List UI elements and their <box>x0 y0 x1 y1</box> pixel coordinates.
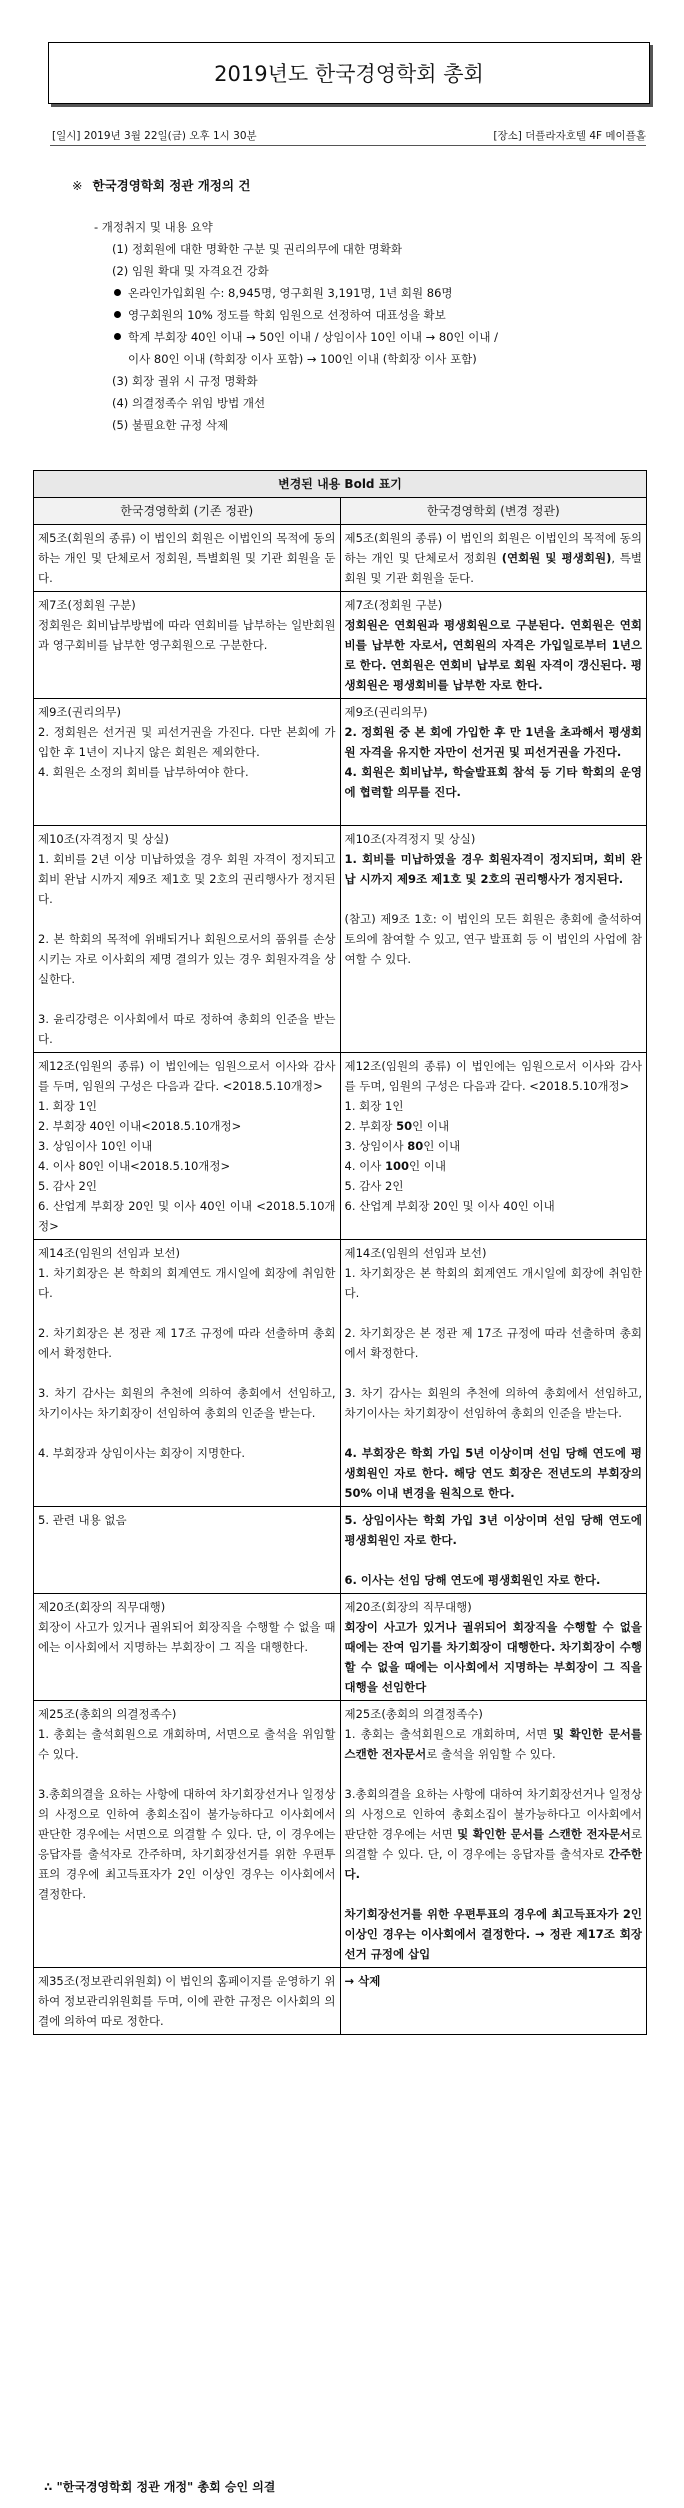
reference-note: (참고) 제9조 1호: 이 법인의 모든 회원은 총회에 출석하여 토의에 참여할 수 있고, 연구 발표회 등 이 법인의 사업에 참여할 수 있다. <box>344 912 642 966</box>
new-article-7 <box>340 592 647 699</box>
article-text: 3.총회의결을 요하는 사항에 대하여 차기회장선거나 일정상의 사정으로 인하여 총회소집이 불가능하다고 이사회에서 판단한 경우에는 서면으로 의결할 수 있다. 단, 이 경우에는 응답자를 출석자로 간주하며, 차기회장선거를 위한 우편투표의 경우에 최고득표자가 2인 이상인 경우는 이사회에서 결정한다. <box>38 1787 336 1901</box>
old-article-25 <box>34 1701 341 1968</box>
meeting-date: [일시] 2019년 3월 22일(금) 오후 1시 30분 <box>52 130 257 142</box>
text: 제5조(회원의 종류) 이 법인의 회원은 이법인의 목적에 동의하는 개인 및 단체로서 정회원 <box>344 531 642 565</box>
bullet-text: 영구회원의 10% 정도를 학회 임원으로 선정하여 대표성을 확보 <box>128 308 446 322</box>
new-article-5 <box>340 525 647 592</box>
old-article-35: 제35조(정보관리위원회) 이 법인의 홈페이지를 운영하기 위하여 정보관리위원회를 두며, 이에 관한 규정은 이사회의 의결에 의하여 따로 정한다. <box>34 1968 341 2035</box>
agenda-bullet-continuation: 이사 80인 이내 (학회장 이사 포함) → 100인 이내 (학회장 이사 포함) <box>128 352 477 366</box>
article-text: 1. 차기회장은 본 학회의 회계연도 개시일에 회장에 취임한다. <box>38 1266 336 1300</box>
article-title: 제20조(회장의 직무대행) <box>344 1600 472 1614</box>
list-item: 4. 이사 80인 이내<2018.5.10개정> <box>38 1159 231 1173</box>
bullet-icon <box>114 289 121 296</box>
article-text: 2. 차기회장은 본 정관 제 17조 규정에 따라 선출하며 총회에서 확정한다. <box>38 1326 336 1360</box>
reference-mark-icon: ※ <box>72 178 83 193</box>
article-text: 3.총회의결을 요하는 사항에 대하여 차기회장선거나 일정상의 사정으로 인하여 총회소집이 불가능하다고 이사회에서 판단한 경우에는 서면 및 확인한 문서를 스캔한 전자문서로 의결할 수 있다. 단, 이 경우에는 응답자를 출석자로 간주한다. <box>344 1787 642 1881</box>
table-row <box>34 592 647 699</box>
table-row <box>34 1507 647 1594</box>
agenda-bullet <box>94 304 498 326</box>
table-caption: 변경된 내용 Bold 표기 <box>34 471 647 498</box>
new-article-20 <box>340 1594 647 1701</box>
article-text: 4. 부회장과 상임이사는 회장이 지명한다. <box>38 1446 245 1460</box>
old-article-7 <box>34 592 341 699</box>
table-row <box>34 826 647 1053</box>
text: , 특별회원 및 기관 회원을 둔다. <box>344 551 642 585</box>
old-article-5: 제5조(회원의 종류) 이 법인의 회원은 이법인의 목적에 동의하는 개인 및 단체로서 정회원, 특별회원 및 기관 회원을 둔다. <box>34 525 341 592</box>
new-article-9 <box>340 699 647 826</box>
article-title: 제14조(임원의 선임과 보선) <box>38 1246 181 1260</box>
bullet-icon <box>114 333 121 340</box>
article-title: 제14조(임원의 선임과 보선) <box>344 1246 487 1260</box>
list-item: 6. 산업계 부회장 20인 및 이사 40인 이내 <2018.5.10개정> <box>38 1199 336 1233</box>
article-text: 1. 차기회장은 본 학회의 회계연도 개시일에 회장에 취임한다. <box>344 1266 642 1300</box>
article-title: 제10조(자격정지 및 상실) <box>344 832 476 846</box>
agenda-bullet <box>94 326 498 348</box>
table-row <box>34 1968 647 2035</box>
column-header-new: 한국경영학회 (변경 정관) <box>340 498 647 525</box>
bold-change: 4. 회원은 회비납부, 학술발표회 참석 등 기타 학회의 운영에 협력할 의무를 진다. <box>344 765 642 799</box>
agenda-summary <box>94 216 498 436</box>
article-title: 제7조(정회원 구분) <box>38 598 136 612</box>
bold-change: 6. 이사는 선임 당해 연도에 평생회원인 자로 한다. <box>344 1573 601 1587</box>
bold-change: 5. 상임이사는 학회 가입 3년 이상이며 선임 당해 연도에 평생회원인 자로 한다. <box>344 1513 642 1547</box>
article-text: 2. 정회원은 선거권 및 피선거권을 가진다. 다만 본회에 가입한 후 1년이 지나지 않은 회원은 제외한다. <box>38 725 336 759</box>
meeting-place: [장소] 더플라자호텔 4F 메이플홀 <box>493 130 646 142</box>
bold-change: 1. 회비를 미납하였을 경우 회원자격이 정지되며, 회비 완납 시까지 제9조 제1호 및 2호의 권리행사가 정지된다. <box>344 852 642 886</box>
article-text: 1. 회비를 2년 이상 미납하였을 경우 회원 자격이 정지되고 회비 완납 시까지 제9조 제1호 및 2호의 권리행사가 정지된다. <box>38 852 336 906</box>
new-article-14-items-5-6 <box>340 1507 647 1594</box>
bold-change: 4. 부회장은 학회 가입 5년 이상이며 선임 당해 연도에 평생회원인 자로 한다. 해당 연도 회장은 전년도의 부회장의 50% 이내 변경을 원칙으로 한다. <box>344 1446 642 1500</box>
agenda-bullet <box>94 282 498 304</box>
bullet-text: 학계 부회장 40인 이내 → 50인 이내 / 상임이사 10인 이내 → 80인 이내 / <box>128 330 499 344</box>
list-item: 4. 이사 100인 이내 <box>344 1159 447 1173</box>
old-article-14 <box>34 1240 341 1507</box>
section-heading <box>72 176 250 194</box>
table-row <box>34 1701 647 1968</box>
article-text: 1. 총회는 출석회원으로 개회하며, 서면 및 확인한 문서를 스캔한 전자문서로 출석을 위임할 수 있다. <box>344 1727 642 1761</box>
list-item: 6. 산업계 부회장 20인 및 이사 40인 이내 <box>344 1199 555 1213</box>
bullet-text: 온라인가입회원 수: 8,945명, 영구회원 3,191명, 1년 회원 86명 <box>128 286 453 300</box>
article-title: 제10조(자격정지 및 상실) <box>38 832 169 846</box>
table-row <box>34 1240 647 1507</box>
list-item: 1. 회장 1인 <box>38 1099 97 1113</box>
document-title-box <box>48 42 650 104</box>
table-row <box>34 699 647 826</box>
new-article-25 <box>340 1701 647 1968</box>
new-article-10 <box>340 826 647 1053</box>
header-divider <box>50 145 646 146</box>
agenda-heading: - 개정취지 및 내용 요약 <box>94 220 213 234</box>
article-title: 제25조(총회의 의결정족수) <box>344 1707 483 1721</box>
list-item: 3. 상임이사 80인 이내 <box>344 1139 461 1153</box>
bold-change: 2. 정회원 중 본 회에 가입한 후 만 1년을 초과해서 평생회원 자격을 유지한 자만이 선거권 및 피선거권을 가진다. <box>344 725 642 759</box>
old-article-10 <box>34 826 341 1053</box>
old-article-20 <box>34 1594 341 1701</box>
table-row <box>34 1053 647 1240</box>
old-article-9 <box>34 699 341 826</box>
article-text: 2. 본 학회의 목적에 위배되거나 회원으로서의 품위를 손상시키는 자로 이사회의 제명 결의가 있는 경우 회원자격을 상실한다. <box>38 932 336 986</box>
article-text: 4. 회원은 소정의 회비를 납부하여야 한다. <box>38 765 249 779</box>
old-article-14-item-5: 5. 관련 내용 없음 <box>34 1507 341 1594</box>
agenda-item: (2) 임원 확대 및 자격요건 강화 <box>112 264 269 278</box>
article-text: 제12조(임원의 종류) 이 법인에는 임원으로서 이사와 감사를 두며, 임원의 구성은 다음과 같다. <2018.5.10개정> <box>344 1059 642 1093</box>
article-title: 제9조(권리의무) <box>344 705 428 719</box>
list-item: 3. 상임이사 10인 이내 <box>38 1139 153 1153</box>
list-item: 2. 부회장 40인 이내<2018.5.10개정> <box>38 1119 242 1133</box>
new-article-35-deleted: → 삭제 <box>340 1968 647 2035</box>
bold-change: 회장이 사고가 있거나 궐위되어 회장직을 수행할 수 없을 때에는 잔여 임기를 차기회장이 대행한다. 차기회장이 수행할 수 없을 때에는 이사회에서 지명하는 부회장이 그 직을 대행을 선임한다 <box>344 1620 642 1694</box>
article-text: 3. 차기 감사는 회원의 추천에 의하여 총회에서 선임하고, 차기이사는 차기회장이 선임하여 총회의 인준을 받는다. <box>38 1386 336 1420</box>
article-text: 3. 윤리강령은 이사회에서 따로 정하여 총회의 인준을 받는다. <box>38 1012 336 1046</box>
bullet-icon <box>114 311 121 318</box>
list-item: 5. 감사 2인 <box>38 1179 97 1193</box>
section-title: 한국경영학회 정관 개정의 건 <box>92 178 251 193</box>
article-title: 제7조(정회원 구분) <box>344 598 443 612</box>
new-article-14 <box>340 1240 647 1507</box>
article-title: 제20조(회장의 직무대행) <box>38 1600 166 1614</box>
article-text: 제12조(임원의 종류) 이 법인에는 임원으로서 이사와 감사를 두며, 임원의 구성은 다음과 같다. <2018.5.10개정> <box>38 1059 336 1093</box>
new-article-12 <box>340 1053 647 1240</box>
bold-change: 정회원은 연회원과 평생회원으로 구분된다. 연회원은 연회비를 납부한 자로서, 연회원의 자격은 가입일로부터 1년으로 한다. 연회원은 연회비 납부로 회원 자격이 갱신된다. 평생회원은 평생회비를 납부한 자로 한다. <box>344 618 642 692</box>
column-header-old: 한국경영학회 (기존 정관) <box>34 498 341 525</box>
list-item: 5. 감사 2인 <box>344 1179 404 1193</box>
agenda-item: (4) 의결정족수 위임 방법 개선 <box>112 396 266 410</box>
old-article-12 <box>34 1053 341 1240</box>
article-title: 제9조(권리의무) <box>38 705 121 719</box>
comparison-table <box>33 470 647 2035</box>
bold-change: (연회원 및 평생회원) <box>501 551 612 565</box>
agenda-item: (3) 회장 궐위 시 규정 명확화 <box>112 374 258 388</box>
document-title: 2019년도 한국경영학회 총회 <box>214 62 484 86</box>
list-item: 2. 부회장 50인 이내 <box>344 1119 450 1133</box>
list-item: 1. 회장 1인 <box>344 1099 404 1113</box>
article-text: 1. 총회는 출석회원으로 개회하며, 서면으로 출석을 위임할 수 있다. <box>38 1727 336 1761</box>
article-text: 3. 차기 감사는 회원의 추천에 의하여 총회에서 선임하고, 차기이사는 차기회장이 선임하여 총회의 인준을 받는다. <box>344 1386 642 1420</box>
agenda-item: (1) 정회원에 대한 명확한 구분 및 권리의무에 대한 명확화 <box>112 242 402 256</box>
table-row <box>34 525 647 592</box>
table-row <box>34 1594 647 1701</box>
article-text: 정회원은 회비납부방법에 따라 연회비를 납부하는 일반회원과 영구회비를 납부한 영구회원으로 구분한다. <box>38 618 336 652</box>
approval-statement: ∴ "한국경영학회 정관 개정" 총회 승인 의결 <box>44 2480 276 2494</box>
article-text: 2. 차기회장은 본 정관 제 17조 규정에 따라 선출하며 총회에서 확정한다. <box>344 1326 642 1360</box>
article-text: 회장이 사고가 있거나 궐위되어 회장직을 수행할 수 없을 때에는 이사회에서 지명하는 부회장이 그 직을 대행한다. <box>38 1620 336 1654</box>
bold-change: 차기회장선거를 위한 우편투표의 경우에 최고득표자가 2인 이상인 경우는 이사회에서 결정한다. → 정관 제17조 회장 선거 규정에 삽입 <box>344 1907 642 1961</box>
article-title: 제25조(총회의 의결정족수) <box>38 1707 177 1721</box>
agenda-item: (5) 불필요한 규정 삭제 <box>112 418 229 432</box>
